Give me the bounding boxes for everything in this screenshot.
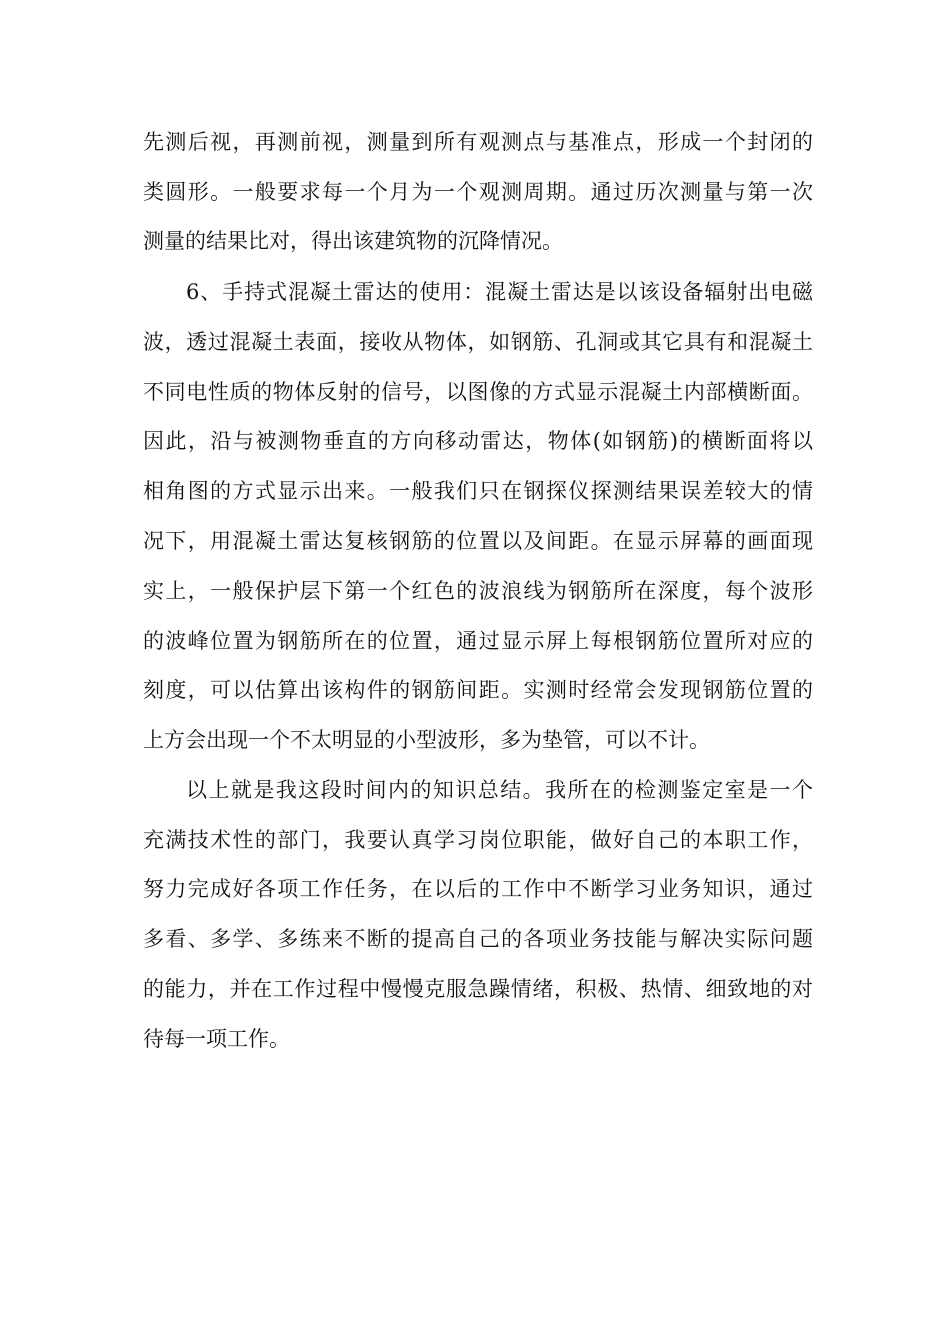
text-line: 先测后视，再测前视，测量到所有观测点与基准点，形成一个封闭的 [143,130,813,154]
text-line: 不同电性质的物体反射的信号，以图像的方式显示混凝土内部横断面。 [143,380,813,404]
text-line: 努力完成好各项工作任务，在以后的工作中不断学习业务知识，通过 [143,877,813,901]
text-line: 类圆形。一般要求每一个月为一个观测周期。通过历次测量与第一次 [143,180,813,204]
text-line: 波，透过混凝土表面，接收从物体，如钢筋、孔洞或其它具有和混凝土 [143,330,813,354]
text-line: 多看、多学、多练来不断的提高自己的各项业务技能与解决实际问题 [143,927,813,951]
text-line: 相角图的方式显示出来。一般我们只在钢探仪探测结果误差较大的情 [143,479,813,503]
text-line: 待每一项工作。 [143,1027,290,1051]
text-line: 的能力，并在工作过程中慢慢克服急躁情绪，积极、热情、细致地的对 [143,977,813,1001]
text-line: 上方会出现一个不太明显的小型波形，多为垫管，可以不计。 [143,728,710,752]
text-line: 充满技术性的部门，我要认真学习岗位职能，做好自己的本职工作， [143,828,813,852]
text-line: 实上，一般保护层下第一个红色的波浪线为钢筋所在深度，每个波形 [143,579,813,603]
text-line: 因此，沿与被测物垂直的方向移动雷达，物体(如钢筋)的横断面将以 [143,429,813,453]
text-line: 6、手持式混凝土雷达的使用：混凝土雷达是以该设备辐射出电磁 [186,280,813,304]
text-line: 况下，用混凝土雷达复核钢筋的位置以及间距。在显示屏幕的画面现 [143,529,813,553]
text-line: 的波峰位置为钢筋所在的位置，通过显示屏上每根钢筋位置所对应的 [143,629,813,653]
text-line: 刻度，可以估算出该构件的钢筋间距。实测时经常会发现钢筋位置的 [143,678,813,702]
text-line: 以上就是我这段时间内的知识总结。我所在的检测鉴定室是一个 [186,778,813,802]
text-line: 测量的结果比对，得出该建筑物的沉降情况。 [143,229,563,253]
